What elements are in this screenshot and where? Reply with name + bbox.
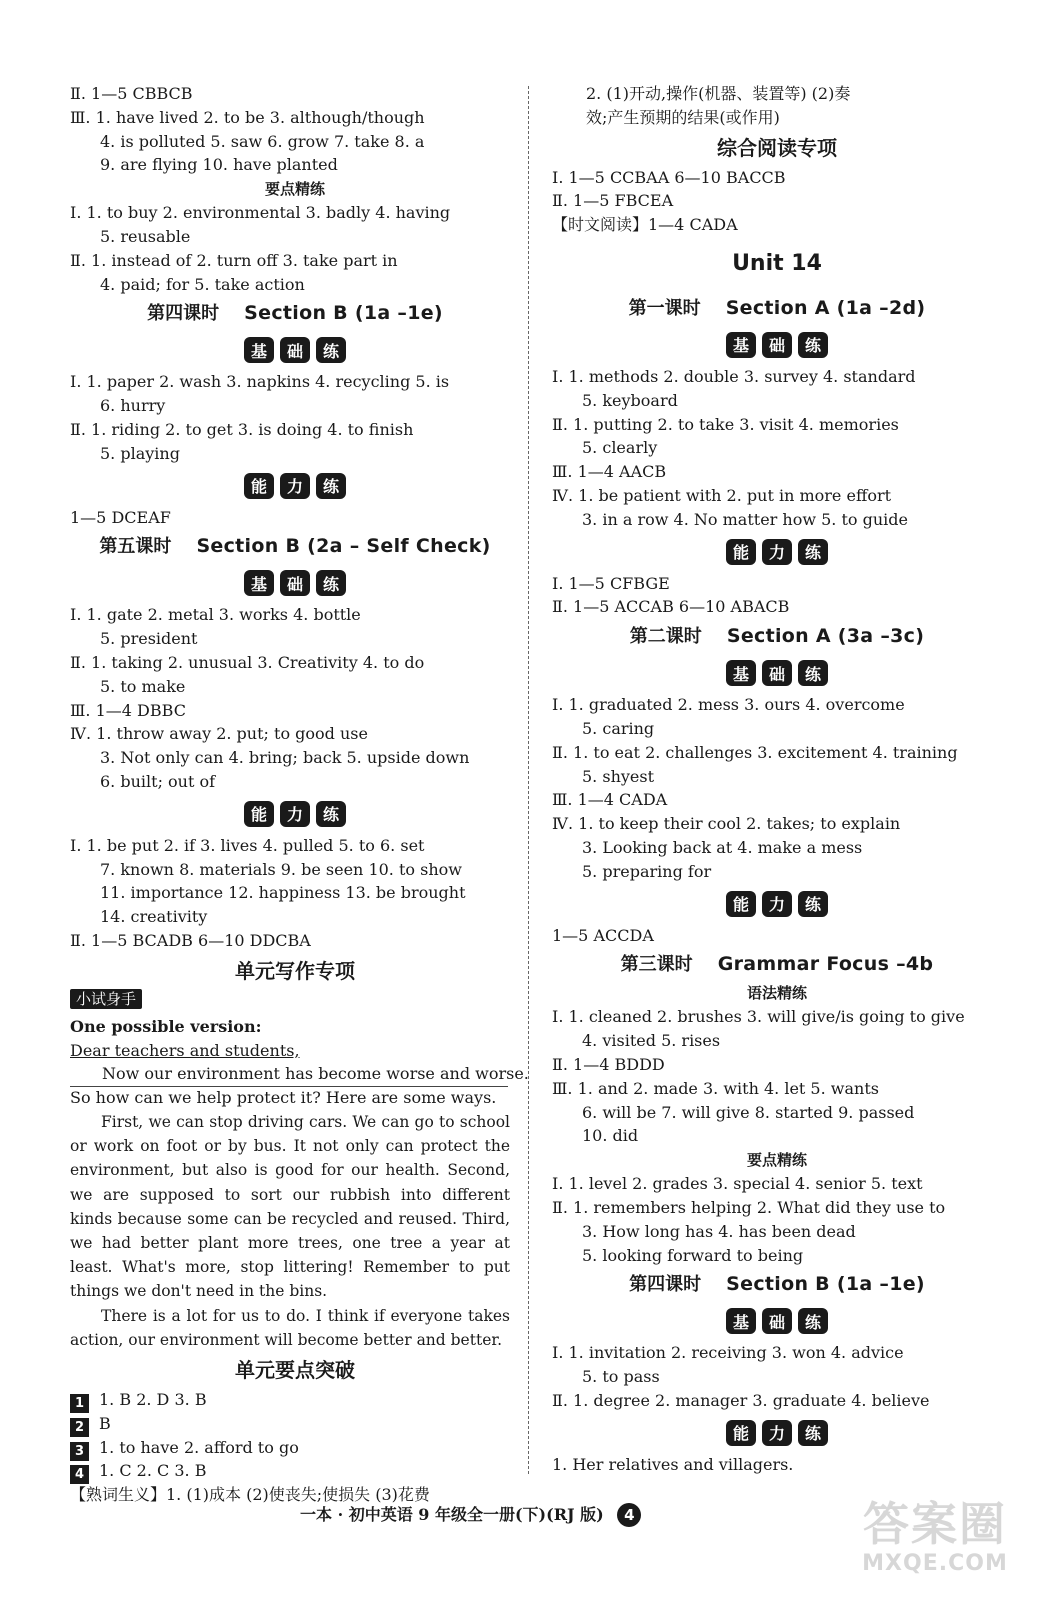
answer-line: 5. playing bbox=[100, 443, 180, 463]
answer-line: 2. (1)开动,操作(机器、装置等) (2)奏 bbox=[586, 84, 851, 103]
point-line: 2 B bbox=[70, 1412, 520, 1436]
essay-salutation: Dear teachers and students, bbox=[70, 1040, 300, 1060]
answer-line: 4. is polluted 5. saw 6. grow 7. take 8. a bbox=[100, 131, 425, 151]
answer-line: Ⅱ. 1—5 BCADB 6—10 DDCBA bbox=[70, 930, 311, 950]
answer-line: 5. clearly bbox=[582, 438, 658, 458]
page-number: 4 bbox=[617, 1503, 641, 1527]
watermark-url: MXQE.COM bbox=[862, 1551, 1008, 1576]
answer-line: 3. Looking back at 4. make a mess bbox=[582, 837, 863, 857]
answer-line: Ⅳ. 1. be patient with 2. put in more effort bbox=[552, 485, 892, 505]
essay-line: So how can we help protect it? Here are some ways. bbox=[70, 1088, 497, 1108]
answer-line: 4. paid; for 5. take action bbox=[100, 274, 305, 294]
badge-ability-practice: 能 力 练 bbox=[70, 466, 520, 506]
lesson-heading: 第一课时 Section A (1a –2d) bbox=[628, 296, 926, 319]
column-divider bbox=[528, 86, 529, 1474]
right-column bbox=[552, 82, 1002, 1476]
answer-line: 5. reusable bbox=[100, 226, 191, 246]
answer-line: 5. to make bbox=[100, 676, 186, 696]
point-line: 4 1. C 2. C 3. B bbox=[70, 1459, 520, 1483]
answer-line: 【时文阅读】1—4 CADA bbox=[552, 215, 738, 235]
lesson-heading: 第五课时 Section B (2a – Self Check) bbox=[99, 535, 491, 558]
answer-line: 9. are flying 10. have planted bbox=[100, 155, 338, 175]
one-possible-version: One possible version: bbox=[70, 1016, 262, 1036]
unit-title: Unit 14 bbox=[732, 250, 822, 276]
answer-line: 3. Not only can 4. bring; back 5. upside down bbox=[100, 748, 470, 768]
answer-line: 6. hurry bbox=[100, 396, 166, 416]
answer-line: Ⅰ. 1—5 CCBAA 6—10 BACCB bbox=[552, 167, 786, 187]
badge-basic-practice: 基 础 练 bbox=[552, 1301, 1002, 1341]
lesson-heading: 第四课时 Section B (1a –1e) bbox=[147, 302, 443, 325]
watermark-text: 答案圈 bbox=[863, 1497, 1007, 1551]
answer-line: 7. known 8. materials 9. be seen 10. to show bbox=[100, 859, 462, 879]
answer-line: 5. shyest bbox=[582, 766, 655, 786]
familiar-word-new-meaning: 【熟词生义】1. (1)成本 (2)使丧失;使损失 (3)花费 bbox=[70, 1485, 430, 1505]
answer-line: Ⅱ. 1—5 ACCAB 6—10 ABACB bbox=[552, 597, 790, 617]
lesson-heading: 第四课时 Section B (1a –1e) bbox=[629, 1273, 925, 1296]
answer-line: Ⅱ. 1. instead of 2. turn off 3. take part in bbox=[70, 250, 398, 270]
badge-ability-practice: 能 力 练 bbox=[552, 1413, 1002, 1453]
answer-line: 5. preparing for bbox=[582, 861, 712, 881]
answer-line: Ⅰ. 1. to buy 2. environmental 3. badly 4. having bbox=[70, 203, 451, 223]
essay-first-line: Now our environment has become worse and worse. bbox=[70, 1062, 508, 1087]
answer-line: Ⅰ. 1. methods 2. double 3. survey 4. standard bbox=[552, 366, 916, 386]
answer-line: 6. will be 7. will give 8. started 9. passed bbox=[582, 1102, 915, 1122]
answer-line: Ⅰ. 1. gate 2. metal 3. works 4. bottle bbox=[70, 605, 361, 625]
badge-basic-practice: 基 础 练 bbox=[70, 330, 520, 370]
answer-line: 10. did bbox=[582, 1126, 639, 1146]
answer-line: 11. importance 12. happiness 13. be brought bbox=[100, 883, 466, 903]
answer-line: Ⅰ. 1. cleaned 2. brushes 3. will give/is going to give bbox=[552, 1007, 965, 1027]
answer-line: Ⅰ. 1. paper 2. wash 3. napkins 4. recycling 5. is bbox=[70, 372, 450, 392]
answer-line: Ⅱ. 1. taking 2. unusual 3. Creativity 4. to do bbox=[70, 652, 425, 672]
answer-line: Ⅳ. 1. throw away 2. put; to good use bbox=[70, 724, 368, 744]
watermark-logo bbox=[850, 1498, 1020, 1588]
answer-line: 6. built; out of bbox=[100, 771, 216, 791]
answer-line: 5. caring bbox=[582, 718, 655, 738]
essay-paragraph: First, we can stop driving cars. We can go to school or work on foot or by bus. It not only can protect the environment, but also is good for our health. Second, we are supposed to sort our rubbish into different kinds because some can be recycled and reused. Third, we had better plant more trees, one tree a year at least. What's more, stop littering! Remember to put things we don't need in the bins. bbox=[70, 1112, 510, 1301]
answer-line: Ⅰ. 1—5 CFBGE bbox=[552, 573, 670, 593]
answer-line: Ⅱ. 1—5 CBBCB bbox=[70, 84, 193, 103]
heading-unit-breakthrough: 单元要点突破 bbox=[235, 1357, 355, 1382]
badge-basic-practice: 基 础 练 bbox=[70, 563, 520, 603]
answer-line: Ⅱ. 1. remembers helping 2. What did they use to bbox=[552, 1197, 946, 1217]
answer-line: Ⅲ. 1—4 AACB bbox=[552, 462, 667, 482]
answer-line: Ⅰ. 1. be put 2. if 3. lives 4. pulled 5. to 6. set bbox=[70, 835, 425, 855]
point-line: 3 1. to have 2. afford to go bbox=[70, 1436, 520, 1460]
answer-line: 3. in a row 4. No matter how 5. to guide bbox=[582, 509, 908, 529]
subheading-key-points: 要点精练 bbox=[264, 180, 325, 199]
answer-line: Ⅱ. 1. degree 2. manager 3. graduate 4. believe bbox=[552, 1390, 930, 1410]
footer-title: 一本 · 初中英语 9 年级全一册(下)(RJ 版) bbox=[300, 1505, 604, 1524]
lesson-heading: 第二课时 Section A (3a –3c) bbox=[629, 625, 925, 648]
answer-line: Ⅱ. 1. putting 2. to take 3. visit 4. memories bbox=[552, 414, 899, 434]
badge-ability-practice: 能 力 练 bbox=[70, 794, 520, 834]
answer-line: 5. to pass bbox=[582, 1367, 660, 1387]
answer-line: Ⅱ. 1. to eat 2. challenges 3. excitement 4. training bbox=[552, 742, 958, 762]
answer-line: 效;产生预期的结果(或作用) bbox=[586, 107, 780, 127]
heading-unit-writing: 单元写作专项 bbox=[235, 958, 355, 983]
page-footer bbox=[300, 1500, 770, 1530]
answer-line: 5. president bbox=[100, 629, 198, 649]
answer-line: Ⅲ. 1. and 2. made 3. with 4. let 5. wants bbox=[552, 1078, 879, 1098]
subheading-grammar: 语法精练 bbox=[746, 984, 807, 1003]
answer-line: Ⅲ. 1—4 DBBC bbox=[70, 700, 186, 720]
point-line: 1 1. B 2. D 3. B bbox=[70, 1388, 520, 1412]
badge-ability-practice: 能 力 练 bbox=[552, 884, 1002, 924]
heading-reading: 综合阅读专项 bbox=[717, 135, 837, 160]
answer-line: Ⅱ. 1. riding 2. to get 3. is doing 4. to finish bbox=[70, 419, 414, 439]
answer-line: 1. Her relatives and villagers. bbox=[552, 1454, 794, 1474]
answer-line: Ⅳ. 1. to keep their cool 2. takes; to explain bbox=[552, 814, 901, 834]
answer-line: 1—5 DCEAF bbox=[70, 507, 171, 527]
badge-ability-practice: 能 力 练 bbox=[552, 532, 1002, 572]
left-column bbox=[70, 82, 529, 1507]
answer-line: 3. How long has 4. has been dead bbox=[582, 1221, 856, 1241]
answer-line: Ⅰ. 1. graduated 2. mess 3. ours 4. overcome bbox=[552, 695, 905, 715]
answer-line: 4. visited 5. rises bbox=[582, 1031, 721, 1051]
essay-paragraph: There is a lot for us to do. I think if everyone takes action, our environment will become better and better. bbox=[70, 1306, 510, 1349]
answer-line: Ⅱ. 1—5 FBCEA bbox=[552, 191, 674, 211]
answer-line: 5. looking forward to being bbox=[582, 1245, 804, 1265]
badge-basic-practice: 基 础 练 bbox=[552, 325, 1002, 365]
answer-line: 1—5 ACCDA bbox=[552, 925, 654, 945]
lesson-heading: 第三课时 Grammar Focus –4b bbox=[620, 953, 934, 976]
subheading-key-points: 要点精练 bbox=[746, 1151, 807, 1170]
answer-line: Ⅲ. 1—4 CADA bbox=[552, 790, 668, 810]
answer-line: Ⅱ. 1—4 BDDD bbox=[552, 1054, 665, 1074]
badge-basic-practice: 基 础 练 bbox=[552, 653, 1002, 693]
answer-line: 14. creativity bbox=[100, 907, 208, 927]
answer-line: 5. keyboard bbox=[582, 390, 678, 410]
answer-line: Ⅲ. 1. have lived 2. to be 3. although/though bbox=[70, 107, 425, 127]
tag-try-it: 小试身手 bbox=[70, 989, 142, 1009]
answer-line: Ⅰ. 1. level 2. grades 3. special 4. senior 5. text bbox=[552, 1174, 923, 1194]
answer-line: Ⅰ. 1. invitation 2. receiving 3. won 4. advice bbox=[552, 1343, 904, 1363]
